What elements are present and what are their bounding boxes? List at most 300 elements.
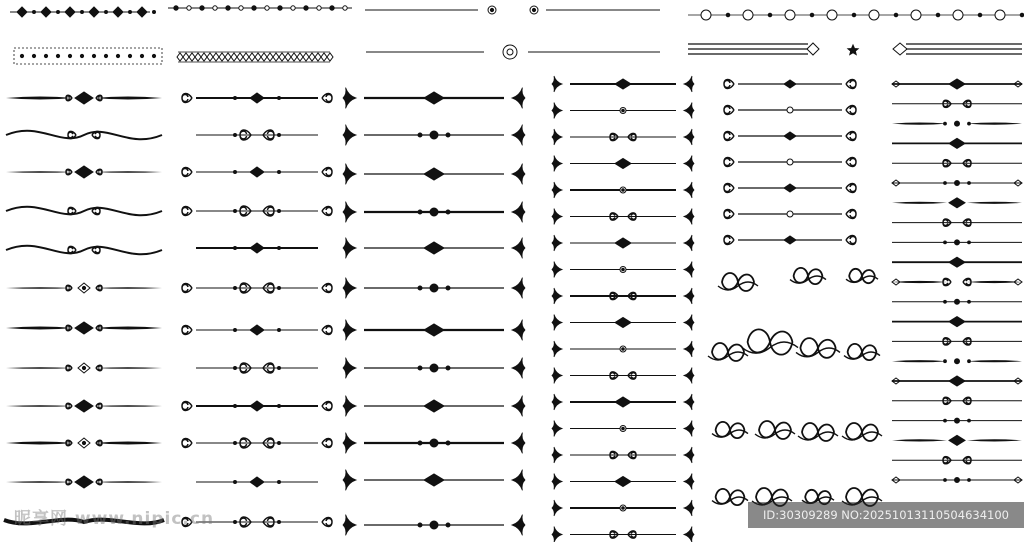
calligraphic-flourish-11 (712, 489, 748, 505)
diamond-icon (784, 132, 796, 140)
circle-icon (234, 210, 237, 213)
scroll-icon (322, 518, 332, 527)
divider-col-f-20 (892, 477, 1022, 483)
divider-col-b-8 (182, 401, 332, 411)
divider-col-c-3 (343, 202, 525, 223)
circle-icon (226, 6, 230, 10)
ring-rule (366, 45, 660, 59)
fleur-de-lis-icon (552, 447, 562, 463)
diamond-icon (231, 53, 237, 61)
divider-col-e-6 (724, 236, 856, 245)
divider-col-d-6 (552, 235, 694, 251)
tapered-stroke (967, 202, 1022, 204)
divider-col-d-10 (552, 341, 694, 357)
scroll-icon (322, 284, 332, 293)
calligraphic-flourish-9 (798, 423, 838, 441)
diamond-icon (41, 7, 51, 17)
diamond-icon (424, 92, 444, 104)
divider-col-d-17 (552, 527, 694, 542)
top-strip-2 (168, 6, 352, 10)
divider-col-b-10 (196, 477, 318, 487)
top-strip-1 (10, 7, 156, 17)
scroll-icon (724, 210, 734, 219)
tapered-stroke (6, 97, 74, 100)
circle-icon (81, 11, 84, 14)
fleur-de-lis-icon (343, 515, 356, 536)
divider-col-a-9 (6, 438, 162, 448)
circle-icon (768, 13, 772, 17)
diamond-icon (75, 476, 93, 488)
diamond-icon (250, 477, 264, 487)
tapered-stroke (967, 123, 1022, 125)
divider-col-f-3 (892, 138, 1022, 148)
fleur-de-lis-icon (552, 103, 562, 119)
diamond-icon (75, 322, 93, 334)
diamond-icon (321, 53, 327, 61)
divider-col-d-7 (552, 262, 694, 278)
fleur-de-lis-icon (684, 156, 694, 172)
circle-icon (278, 521, 281, 524)
scroll-icon (322, 168, 332, 177)
circle-icon (317, 6, 321, 10)
circle-icon (869, 10, 879, 20)
divider-col-d-1 (552, 103, 694, 119)
scroll-icon (724, 106, 734, 115)
divider-col-c-0 (343, 88, 525, 109)
fleur-de-lis-icon (552, 368, 562, 384)
wave-stroke (6, 131, 162, 140)
fleur-de-lis-icon (343, 396, 356, 417)
circle-icon (810, 13, 814, 17)
divider-col-f-8 (892, 240, 1022, 245)
scroll-icon (322, 207, 332, 216)
circle-icon (104, 54, 107, 57)
circle-icon (968, 241, 971, 244)
diamond-icon (784, 236, 796, 244)
circle-icon (446, 286, 450, 290)
star-icon (848, 45, 858, 55)
top-strip-4 (530, 6, 660, 14)
fleur-de-lis-icon (512, 238, 525, 259)
circle-icon (116, 54, 119, 57)
wave-stroke (6, 207, 162, 216)
scroll-icon (846, 184, 856, 193)
diamond-icon (893, 43, 907, 55)
diamond-icon (237, 53, 243, 61)
diamond-icon (424, 168, 444, 180)
diamond-icon (615, 238, 631, 248)
divider-col-e-2 (724, 132, 856, 141)
circle-icon (955, 359, 960, 364)
fleur-de-lis-icon (343, 320, 356, 341)
circle-icon (82, 441, 85, 444)
diamond-icon (243, 53, 249, 61)
circle-icon (955, 181, 960, 186)
scroll-icon (182, 284, 192, 293)
divider-col-b-7 (196, 363, 318, 373)
wave-stroke (6, 246, 162, 255)
divider-col-c-8 (343, 396, 525, 417)
divider-col-b-1 (196, 130, 318, 140)
calligraphic-flourish-1 (790, 268, 826, 284)
circle-icon (446, 523, 450, 527)
triple-rule (688, 43, 858, 55)
tapered-stroke (94, 405, 162, 407)
fleur-de-lis-icon (684, 368, 694, 384)
diamond-icon (424, 324, 444, 336)
circle-icon (278, 481, 281, 484)
diamond-icon (424, 400, 444, 412)
circle-icon (82, 366, 85, 369)
fleur-de-lis-icon (552, 315, 562, 331)
circle-icon (430, 364, 438, 372)
fleur-de-lis-icon (552, 182, 562, 198)
diamond-triple-rule (893, 43, 1022, 55)
divider-col-a-7 (6, 363, 162, 373)
fleur-de-lis-icon (552, 76, 562, 92)
circle-icon (446, 133, 450, 137)
divider-col-b-3 (182, 206, 332, 216)
circle-icon (239, 6, 243, 10)
divider-col-f-10 (892, 278, 1022, 285)
site-watermark: 昵享网 www.nipic.cn (14, 509, 215, 529)
divider-col-f-2 (892, 121, 1022, 126)
divider-col-d-15 (552, 474, 694, 490)
circle-icon (968, 479, 971, 482)
circle-icon (82, 286, 85, 289)
circle-icon (418, 523, 422, 527)
diamond-icon (75, 92, 93, 104)
fleur-de-lis-icon (512, 88, 525, 109)
fleur-de-lis-icon (684, 76, 694, 92)
divider-col-f-19 (892, 457, 1022, 464)
circle-icon (57, 11, 60, 14)
divider-col-c-4 (343, 238, 525, 259)
circle-icon (153, 11, 156, 14)
divider-col-f-18 (892, 435, 1022, 445)
circle-icon (234, 405, 237, 408)
diamond-icon (949, 376, 965, 386)
id-watermark-bar: ID:30309289 NO:20251013110504634100 (748, 502, 1024, 528)
circle-icon (968, 419, 971, 422)
circle-icon (105, 11, 108, 14)
divider-col-f-0 (892, 79, 1022, 89)
scroll-icon (724, 80, 734, 89)
circle-icon (430, 439, 438, 447)
calligraphic-flourish-5 (796, 338, 840, 358)
diamond-icon (207, 53, 213, 61)
circle-icon (787, 211, 793, 217)
diamond-icon (303, 53, 309, 61)
diamond-icon (75, 166, 93, 178)
fleur-de-lis-icon (684, 447, 694, 463)
lace-frame (14, 48, 162, 64)
divider-col-f-1 (892, 100, 1022, 107)
fleur-de-lis-icon (684, 209, 694, 225)
divider-col-f-17 (892, 418, 1022, 423)
tapered-stroke (6, 442, 74, 445)
diamond-icon (615, 159, 631, 169)
tapered-stroke (892, 202, 947, 204)
divider-col-c-7 (343, 358, 525, 379)
circle-icon (911, 10, 921, 20)
divider-col-d-2 (552, 129, 694, 145)
divider-col-e-4 (724, 184, 856, 193)
diamond-icon (784, 80, 796, 88)
fleur-de-lis-icon (552, 474, 562, 490)
circle-icon (944, 300, 947, 303)
divider-col-f-5 (892, 180, 1022, 186)
circle-icon (128, 54, 131, 57)
divider-col-d-9 (552, 315, 694, 331)
circle-icon (622, 427, 625, 430)
circle-icon (827, 10, 837, 20)
divider-col-c-9 (343, 433, 525, 454)
fleur-de-lis-icon (684, 235, 694, 251)
diamond-icon (615, 477, 631, 487)
divider-col-f-7 (892, 219, 1022, 226)
diamond-icon (137, 7, 147, 17)
scroll-icon (92, 131, 100, 138)
diamond-icon (250, 93, 264, 103)
scroll-icon (846, 132, 856, 141)
diamond-icon (291, 53, 297, 61)
scroll-icon (92, 246, 100, 253)
diamond-icon (183, 53, 189, 61)
diamond-icon (327, 53, 333, 61)
circle-icon (234, 329, 237, 332)
circle-icon (852, 13, 856, 17)
diamond-icon (250, 401, 264, 411)
circle-icon (944, 360, 947, 363)
diamond-icon (424, 474, 444, 486)
fleur-de-lis-icon (343, 88, 356, 109)
fleur-de-lis-icon (512, 202, 525, 223)
diamond-icon (250, 243, 264, 253)
diamond-icon (784, 184, 796, 192)
circle-icon (56, 54, 59, 57)
tapered-stroke (94, 481, 162, 483)
circle-icon (234, 442, 237, 445)
circle-icon (955, 478, 960, 483)
circle-icon (140, 54, 143, 57)
circle-icon (944, 419, 947, 422)
fleur-de-lis-icon (684, 182, 694, 198)
circle-icon (1020, 13, 1024, 17)
divider-col-a-1 (6, 131, 162, 140)
diamond-icon (65, 7, 75, 17)
fleur-de-lis-icon (684, 262, 694, 278)
circle-icon (33, 11, 36, 14)
fleur-de-lis-icon (512, 278, 525, 299)
scroll-icon (182, 439, 192, 448)
circle-icon (936, 13, 940, 17)
circle-icon (532, 8, 535, 11)
tapered-stroke (6, 367, 74, 369)
fleur-de-lis-icon (512, 470, 525, 491)
circle-icon (430, 131, 438, 139)
tapered-stroke (6, 287, 74, 289)
fleur-de-lis-icon (512, 164, 525, 185)
tapered-stroke (6, 481, 74, 483)
scroll-icon (68, 246, 76, 253)
circle-icon (234, 247, 237, 250)
diamond-icon (261, 53, 267, 61)
scroll-icon (724, 132, 734, 141)
circle-icon (995, 10, 1005, 20)
circle-icon (622, 507, 625, 510)
fleur-de-lis-icon (552, 262, 562, 278)
circle-icon (968, 182, 971, 185)
circle-icon (418, 441, 422, 445)
circle-icon (944, 241, 947, 244)
fleur-de-lis-icon (684, 288, 694, 304)
circle-icon (234, 367, 237, 370)
circle-icon (278, 210, 281, 213)
scroll-icon (724, 184, 734, 193)
calligraphic-flourish-0 (718, 273, 758, 291)
diamond-icon (225, 53, 231, 61)
divider-col-d-4 (552, 182, 694, 198)
circle-icon (80, 54, 83, 57)
divider-col-c-6 (343, 320, 525, 341)
diamond-icon (949, 257, 965, 267)
circle-icon (174, 6, 178, 10)
circle-icon (252, 6, 256, 10)
fleur-de-lis-icon (552, 288, 562, 304)
diamond-icon (315, 53, 321, 61)
top-strip-3 (365, 6, 496, 14)
circle-icon (291, 6, 295, 10)
scroll-icon (182, 168, 192, 177)
divider-col-b-4 (196, 243, 318, 253)
diamond-icon (615, 318, 631, 328)
tapered-stroke (94, 97, 162, 100)
circle-icon (418, 286, 422, 290)
divider-collection (4, 6, 1024, 542)
circle-icon (968, 360, 971, 363)
circle-icon (446, 441, 450, 445)
circle-icon (446, 366, 450, 370)
tapered-stroke (892, 123, 947, 125)
divider-col-c-2 (343, 164, 525, 185)
divider-col-d-16 (552, 500, 694, 516)
lace-band (14, 48, 162, 64)
diamond-icon (189, 53, 195, 61)
divider-col-d-3 (552, 156, 694, 172)
fleur-de-lis-icon (552, 341, 562, 357)
circle-icon (418, 210, 422, 214)
divider-col-f-9 (892, 257, 1022, 267)
scroll-icon (68, 131, 76, 138)
circle-icon (129, 11, 132, 14)
fleur-de-lis-icon (684, 129, 694, 145)
diamond-icon (249, 53, 255, 61)
circle-icon (278, 171, 281, 174)
scroll-icon (846, 158, 856, 167)
diamond-icon (949, 198, 965, 208)
scroll-icon (846, 210, 856, 219)
divider-col-a-10 (6, 476, 162, 488)
divider-col-b-6 (182, 325, 332, 335)
diamond-icon (285, 53, 291, 61)
divider-col-c-11 (343, 515, 525, 536)
circle-icon (68, 54, 71, 57)
diamond-icon (219, 53, 225, 61)
divider-col-c-1 (343, 125, 525, 146)
circle-icon (187, 6, 191, 10)
fleur-de-lis-icon (684, 474, 694, 490)
diamond-icon (213, 53, 219, 61)
scroll-icon (68, 207, 76, 214)
divider-col-f-14 (892, 359, 1022, 364)
circle-icon (968, 300, 971, 303)
circle-icon (213, 6, 217, 10)
divider-col-b-2 (182, 167, 332, 177)
circle-icon (507, 49, 513, 55)
tapered-stroke (6, 405, 74, 407)
circle-icon (955, 240, 960, 245)
tapered-stroke (94, 171, 162, 173)
divider-col-a-4 (6, 246, 162, 255)
fleur-de-lis-icon (552, 394, 562, 410)
diamond-icon (949, 79, 965, 89)
divider-col-b-9 (182, 438, 332, 448)
tapered-stroke (967, 360, 1022, 362)
calligraphic-flourish-4 (708, 343, 748, 361)
circle-icon (234, 134, 237, 137)
circle-icon (418, 133, 422, 137)
circle-icon (278, 405, 281, 408)
circle-icon (278, 367, 281, 370)
diamond-icon (89, 7, 99, 17)
flourish-collection (708, 268, 882, 506)
circle-icon (200, 6, 204, 10)
divider-col-f-16 (892, 397, 1022, 404)
scroll-icon (846, 236, 856, 245)
divider-col-e-1 (724, 106, 856, 115)
fleur-de-lis-icon (552, 421, 562, 437)
divider-col-a-3 (6, 207, 162, 216)
circle-icon (265, 6, 269, 10)
scroll-icon (92, 207, 100, 214)
circle-icon (234, 521, 237, 524)
diamond-icon (195, 53, 201, 61)
scroll-icon (724, 236, 734, 245)
fleur-de-lis-icon (512, 433, 525, 454)
tapered-stroke (6, 327, 74, 330)
divider-col-d-14 (552, 447, 694, 463)
circle-icon (278, 97, 281, 100)
fleur-de-lis-icon (684, 315, 694, 331)
circle-icon (278, 442, 281, 445)
diamond-icon (250, 167, 264, 177)
calligraphic-flourish-8 (755, 421, 795, 439)
divider-col-a-0 (6, 92, 162, 104)
circle-icon (278, 6, 282, 10)
divider-col-d-12 (552, 394, 694, 410)
circle-icon (20, 54, 23, 57)
fleur-de-lis-icon (512, 358, 525, 379)
calligraphic-flourish-10 (842, 423, 882, 441)
fleur-de-lis-icon (552, 129, 562, 145)
scroll-icon (182, 402, 192, 411)
divider-col-f-4 (892, 160, 1022, 167)
fleur-de-lis-icon (684, 500, 694, 516)
divider-col-d-0 (552, 76, 694, 92)
diamond-icon (273, 53, 279, 61)
lattice-band (177, 52, 333, 62)
